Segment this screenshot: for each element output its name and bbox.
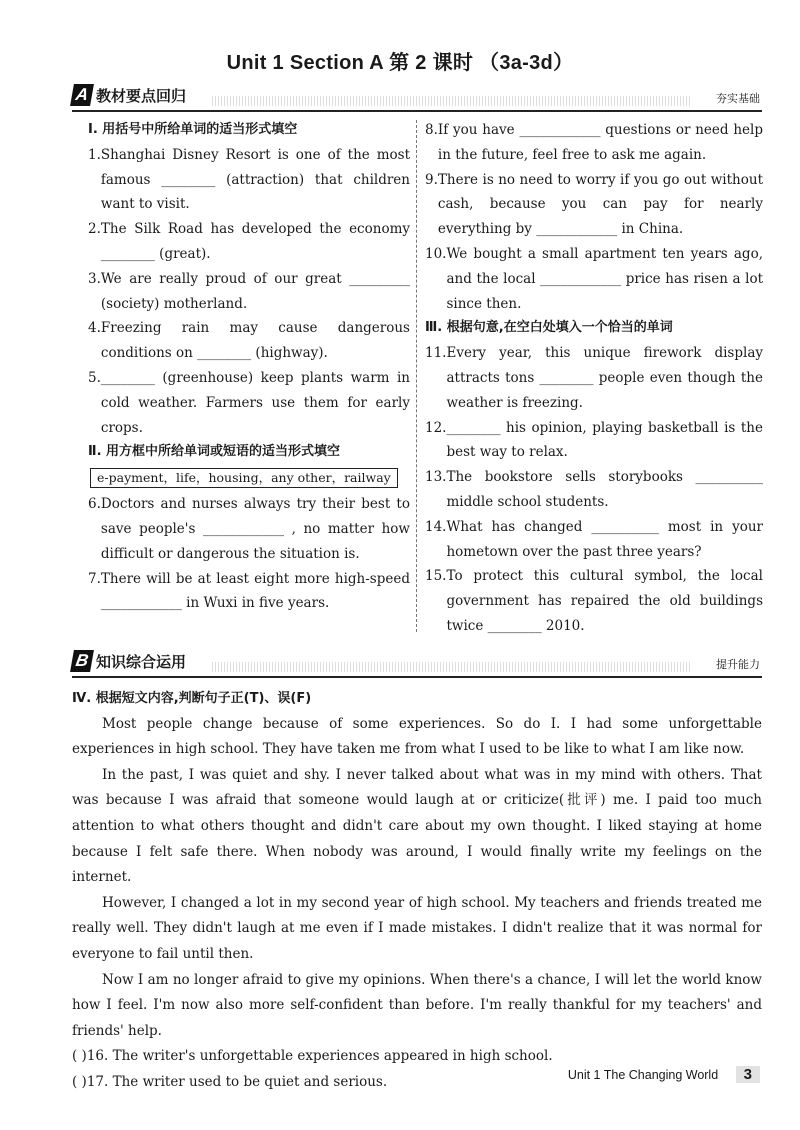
question-item bbox=[425, 465, 763, 515]
question-text: What has changed __________ most in your hometown over the past three years? bbox=[446, 518, 763, 560]
question-number: 3. bbox=[88, 270, 101, 287]
question-text: We bought a small apartment ten years ago, and the local ____________ price has risen a lot since then. bbox=[446, 245, 763, 312]
part1-heading: Ⅰ. 用括号中所给单词的适当形式填空 bbox=[88, 122, 298, 137]
question-text: ________ his opinion, playing basketball is the best way to relax. bbox=[446, 419, 763, 461]
question-text: Doctors and nurses always try their best to save people's ____________ , no matter how difficult or dangerous the situation is. bbox=[100, 496, 410, 562]
question-number: 4. bbox=[88, 320, 101, 337]
question-text: To protect this cultural symbol, the local government has repaired the old buildings twice ________ 2010. bbox=[446, 568, 763, 634]
section-a-band bbox=[72, 84, 762, 112]
question-item bbox=[88, 143, 410, 217]
question-number: 12. bbox=[425, 419, 447, 436]
section-a-title: 教材要点回归 bbox=[96, 87, 187, 105]
question-number: 6. bbox=[88, 496, 101, 513]
part4-heading: Ⅳ. 根据短文内容,判断句子正(T)、误(F) bbox=[72, 691, 312, 706]
part3-heading: Ⅲ. 根据句意,在空白处填入一个恰当的单词 bbox=[425, 320, 673, 336]
word-box: e-payment，life，housing，any other，railway bbox=[90, 468, 398, 488]
question-item bbox=[425, 416, 763, 466]
footer-unit: Unit 1 The Changing World bbox=[567, 1068, 719, 1082]
page-title: Unit 1 Section A 第 2 课时 （3a-3d） bbox=[226, 52, 574, 74]
question-item bbox=[425, 515, 763, 565]
question-text: The Silk Road has developed the economy ________ (great). bbox=[100, 221, 410, 262]
question-text: The bookstore sells storybooks __________ middle school students. bbox=[446, 469, 763, 510]
passage-paragraph: In the past, I was quiet and shy. I never talked about what was in my mind with others. That was because I was afraid that someone would laugh at or criticize(批评) me. I paid too much attention to what others thought and didn't care about my own thought. I liked staying at home because I felt safe there. When nobody was around, I would finally write my feelings on the internet. bbox=[72, 766, 762, 886]
section-b-title: 知识综合运用 bbox=[96, 653, 187, 671]
question-number: 15. bbox=[425, 568, 447, 585]
question-number: 10. bbox=[425, 245, 447, 262]
band-pattern bbox=[212, 662, 692, 672]
question-number: 8. bbox=[425, 122, 438, 138]
question-item bbox=[88, 316, 410, 366]
part2-heading: Ⅱ. 用方框中所给单词或短语的适当形式填空 bbox=[88, 444, 341, 460]
question-number: 1. bbox=[88, 146, 101, 163]
page-number: 3 bbox=[736, 1066, 760, 1083]
question-text: There will be at least eight more high-speed ____________ in Wuxi in five years. bbox=[100, 570, 410, 612]
question-item bbox=[88, 267, 410, 317]
passage-paragraph: Most people change because of some experiences. So do I. I had some unforgettable experiences in high school. They have taken me from what I used to be like to what I am like now. bbox=[72, 715, 762, 758]
left-column bbox=[88, 118, 410, 616]
reading-passage bbox=[72, 686, 762, 1096]
question-number: 13. bbox=[425, 469, 447, 486]
question-number: 14. bbox=[425, 518, 447, 535]
question-text: There is no need to worry if you go out without cash, because you can pay for nearly everything by ____________ in China. bbox=[437, 171, 763, 238]
section-b-badge: B bbox=[70, 650, 94, 672]
question-item bbox=[425, 168, 763, 242]
section-a-tag: 夯实基础 bbox=[716, 92, 760, 105]
true-false-question: ( )17. The writer used to be quiet and serious. bbox=[72, 1073, 388, 1090]
passage-paragraph: However, I changed a lot in my second year of high school. My teachers and friends treated me really well. They didn't laugh at me even if I made mistakes. I didn't realize that it was normal for everyone to fail until then. bbox=[72, 894, 762, 962]
question-item bbox=[425, 242, 763, 316]
passage-paragraph: Now I am no longer afraid to give my opinions. When there's a chance, I will let the world know how I feel. I'm now also more self-confident than before. I'm really thankful for my teachers' and friends' help. bbox=[72, 971, 762, 1039]
section-b-band bbox=[72, 650, 762, 678]
question-number: 5. bbox=[88, 369, 101, 386]
question-text: Every year, this unique firework display attracts tons ________ people even though the weather is freezing. bbox=[446, 345, 763, 411]
question-text: Shanghai Disney Resort is one of the most famous ________ (attraction) that children want to visit. bbox=[100, 146, 410, 213]
question-number: 2. bbox=[88, 221, 101, 238]
true-false-question: ( )16. The writer's unforgettable experiences appeared in high school. bbox=[72, 1048, 553, 1065]
section-a-badge: A bbox=[70, 84, 94, 106]
question-number: 7. bbox=[88, 570, 101, 587]
question-text: ________ (greenhouse) keep plants warm in cold weather. Farmers use them for early crops. bbox=[100, 369, 410, 436]
column-divider bbox=[416, 120, 417, 632]
question-item bbox=[88, 567, 410, 617]
question-item bbox=[88, 492, 410, 566]
question-number: 9. bbox=[425, 171, 438, 188]
question-item bbox=[88, 366, 410, 440]
right-column bbox=[425, 118, 763, 639]
question-item bbox=[425, 564, 763, 638]
band-pattern bbox=[212, 96, 692, 106]
question-item bbox=[88, 217, 410, 267]
question-item bbox=[425, 341, 763, 415]
question-number: 11. bbox=[425, 345, 447, 362]
question-text: Freezing rain may cause dangerous conditions on ________ (highway). bbox=[100, 320, 410, 362]
section-b-tag: 提升能力 bbox=[716, 658, 760, 671]
page-footer bbox=[568, 1066, 760, 1083]
question-text: We are really proud of our great _________ (society) motherland. bbox=[100, 270, 410, 312]
question-item bbox=[425, 118, 763, 168]
question-text: If you have ____________ questions or need help in the future, feel free to ask me again. bbox=[437, 122, 763, 163]
